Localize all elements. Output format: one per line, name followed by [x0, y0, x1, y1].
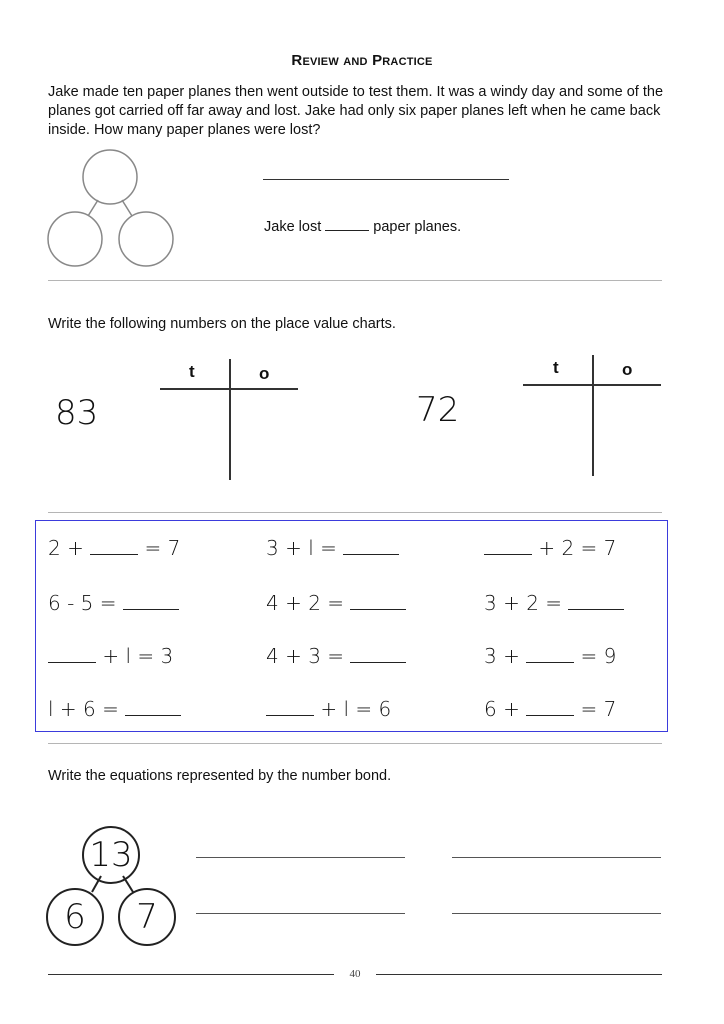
empty-number-bond — [46, 148, 178, 270]
equation-text: = 7 — [138, 536, 181, 560]
equation — [266, 536, 399, 560]
number-bond-instruction: Write the equations represented by the number bond. — [48, 768, 392, 784]
ones-cell[interactable] — [595, 388, 661, 474]
footer-rule-right — [376, 974, 662, 975]
ones-label: o — [622, 360, 633, 379]
bond-part-number: 7 — [136, 897, 158, 937]
equation-text: + l = 6 — [314, 697, 392, 721]
equation-text: 6 - 5 = — [48, 591, 123, 615]
equation-answer-line[interactable] — [452, 857, 661, 858]
answer-suffix: paper planes. — [369, 219, 462, 235]
equation-text: 2 + — [48, 536, 91, 560]
equation — [484, 697, 616, 721]
tens-cell[interactable] — [160, 392, 228, 478]
divider — [48, 512, 662, 513]
equation-text: 6 + — [484, 697, 527, 721]
number-72: 72 — [416, 390, 460, 430]
equation-text: = 9 — [574, 644, 617, 668]
equation-blank[interactable] — [526, 697, 574, 716]
equation — [266, 591, 406, 615]
tens-label: t — [189, 362, 195, 381]
bond-part-circle-left — [46, 888, 104, 946]
equation-blank[interactable] — [568, 591, 624, 610]
place-value-chart-vline — [229, 359, 231, 480]
equation-answer-line[interactable] — [196, 857, 405, 858]
equation-blank[interactable] — [266, 697, 314, 716]
bond-connector-right — [122, 200, 132, 216]
answer-blank[interactable] — [325, 216, 369, 231]
divider — [48, 280, 662, 281]
page-title: Review and Practice — [291, 52, 433, 69]
ones-cell[interactable] — [232, 392, 298, 478]
story-answer-sentence — [264, 216, 461, 235]
equation-text: 3 + l = — [266, 536, 344, 560]
equation — [266, 644, 406, 668]
place-value-instruction: Write the following numbers on the place value charts. — [48, 316, 396, 332]
bond-part-number: 6 — [64, 897, 86, 937]
equation-text: + l = 3 — [96, 644, 174, 668]
equation-blank[interactable] — [350, 591, 406, 610]
bond-connector-left — [88, 200, 98, 216]
equation-blank[interactable] — [343, 536, 399, 555]
equation-text: + 2 = 7 — [532, 536, 617, 560]
equation — [48, 591, 179, 615]
number-83: 83 — [55, 393, 99, 433]
equation-text: 4 + 2 = — [266, 591, 351, 615]
equation-text: l + 6 = — [48, 697, 126, 721]
bond-whole-circle — [82, 826, 140, 884]
equation-blank[interactable] — [90, 536, 138, 555]
equation-text: 4 + 3 = — [266, 644, 351, 668]
equation-blank[interactable] — [484, 536, 532, 555]
equation-blank[interactable] — [526, 644, 574, 663]
equation — [484, 591, 624, 615]
equation — [484, 536, 616, 560]
tens-label: t — [553, 358, 559, 377]
page-number: 40 — [349, 968, 361, 980]
answer-prefix: Jake lost — [264, 219, 326, 235]
equation-answer-line[interactable] — [196, 913, 405, 914]
bond-whole-number: 13 — [89, 835, 133, 875]
equation-text: 3 + — [484, 644, 527, 668]
bond-whole-circle[interactable] — [83, 150, 137, 204]
equation-blank[interactable] — [123, 591, 179, 610]
bond-part-circle-right — [118, 888, 176, 946]
equation — [48, 644, 173, 668]
bond-part-circle-left[interactable] — [48, 212, 102, 266]
equation-answer-line[interactable] — [452, 913, 661, 914]
story-equation-line[interactable] — [263, 179, 509, 180]
equation-blank[interactable] — [350, 644, 406, 663]
equation-blank[interactable] — [48, 644, 96, 663]
equation — [48, 697, 181, 721]
equation — [266, 697, 391, 721]
equation-blank[interactable] — [125, 697, 181, 716]
equation — [484, 644, 616, 668]
divider — [48, 743, 662, 744]
bond-part-circle-right[interactable] — [119, 212, 173, 266]
equation — [48, 536, 180, 560]
tens-cell[interactable] — [523, 388, 591, 474]
equation-text: 3 + 2 = — [484, 591, 569, 615]
footer-rule-left — [48, 974, 334, 975]
equation-text: = 7 — [574, 697, 617, 721]
ones-label: o — [259, 364, 270, 383]
story-problem-text: Jake made ten paper planes then went outside to test them. It was a windy day and some of the planes got carried off far away and lost. Jake had only six paper planes left when he came back inside. How many paper planes were lost? — [48, 84, 664, 138]
place-value-chart-vline — [592, 355, 594, 476]
